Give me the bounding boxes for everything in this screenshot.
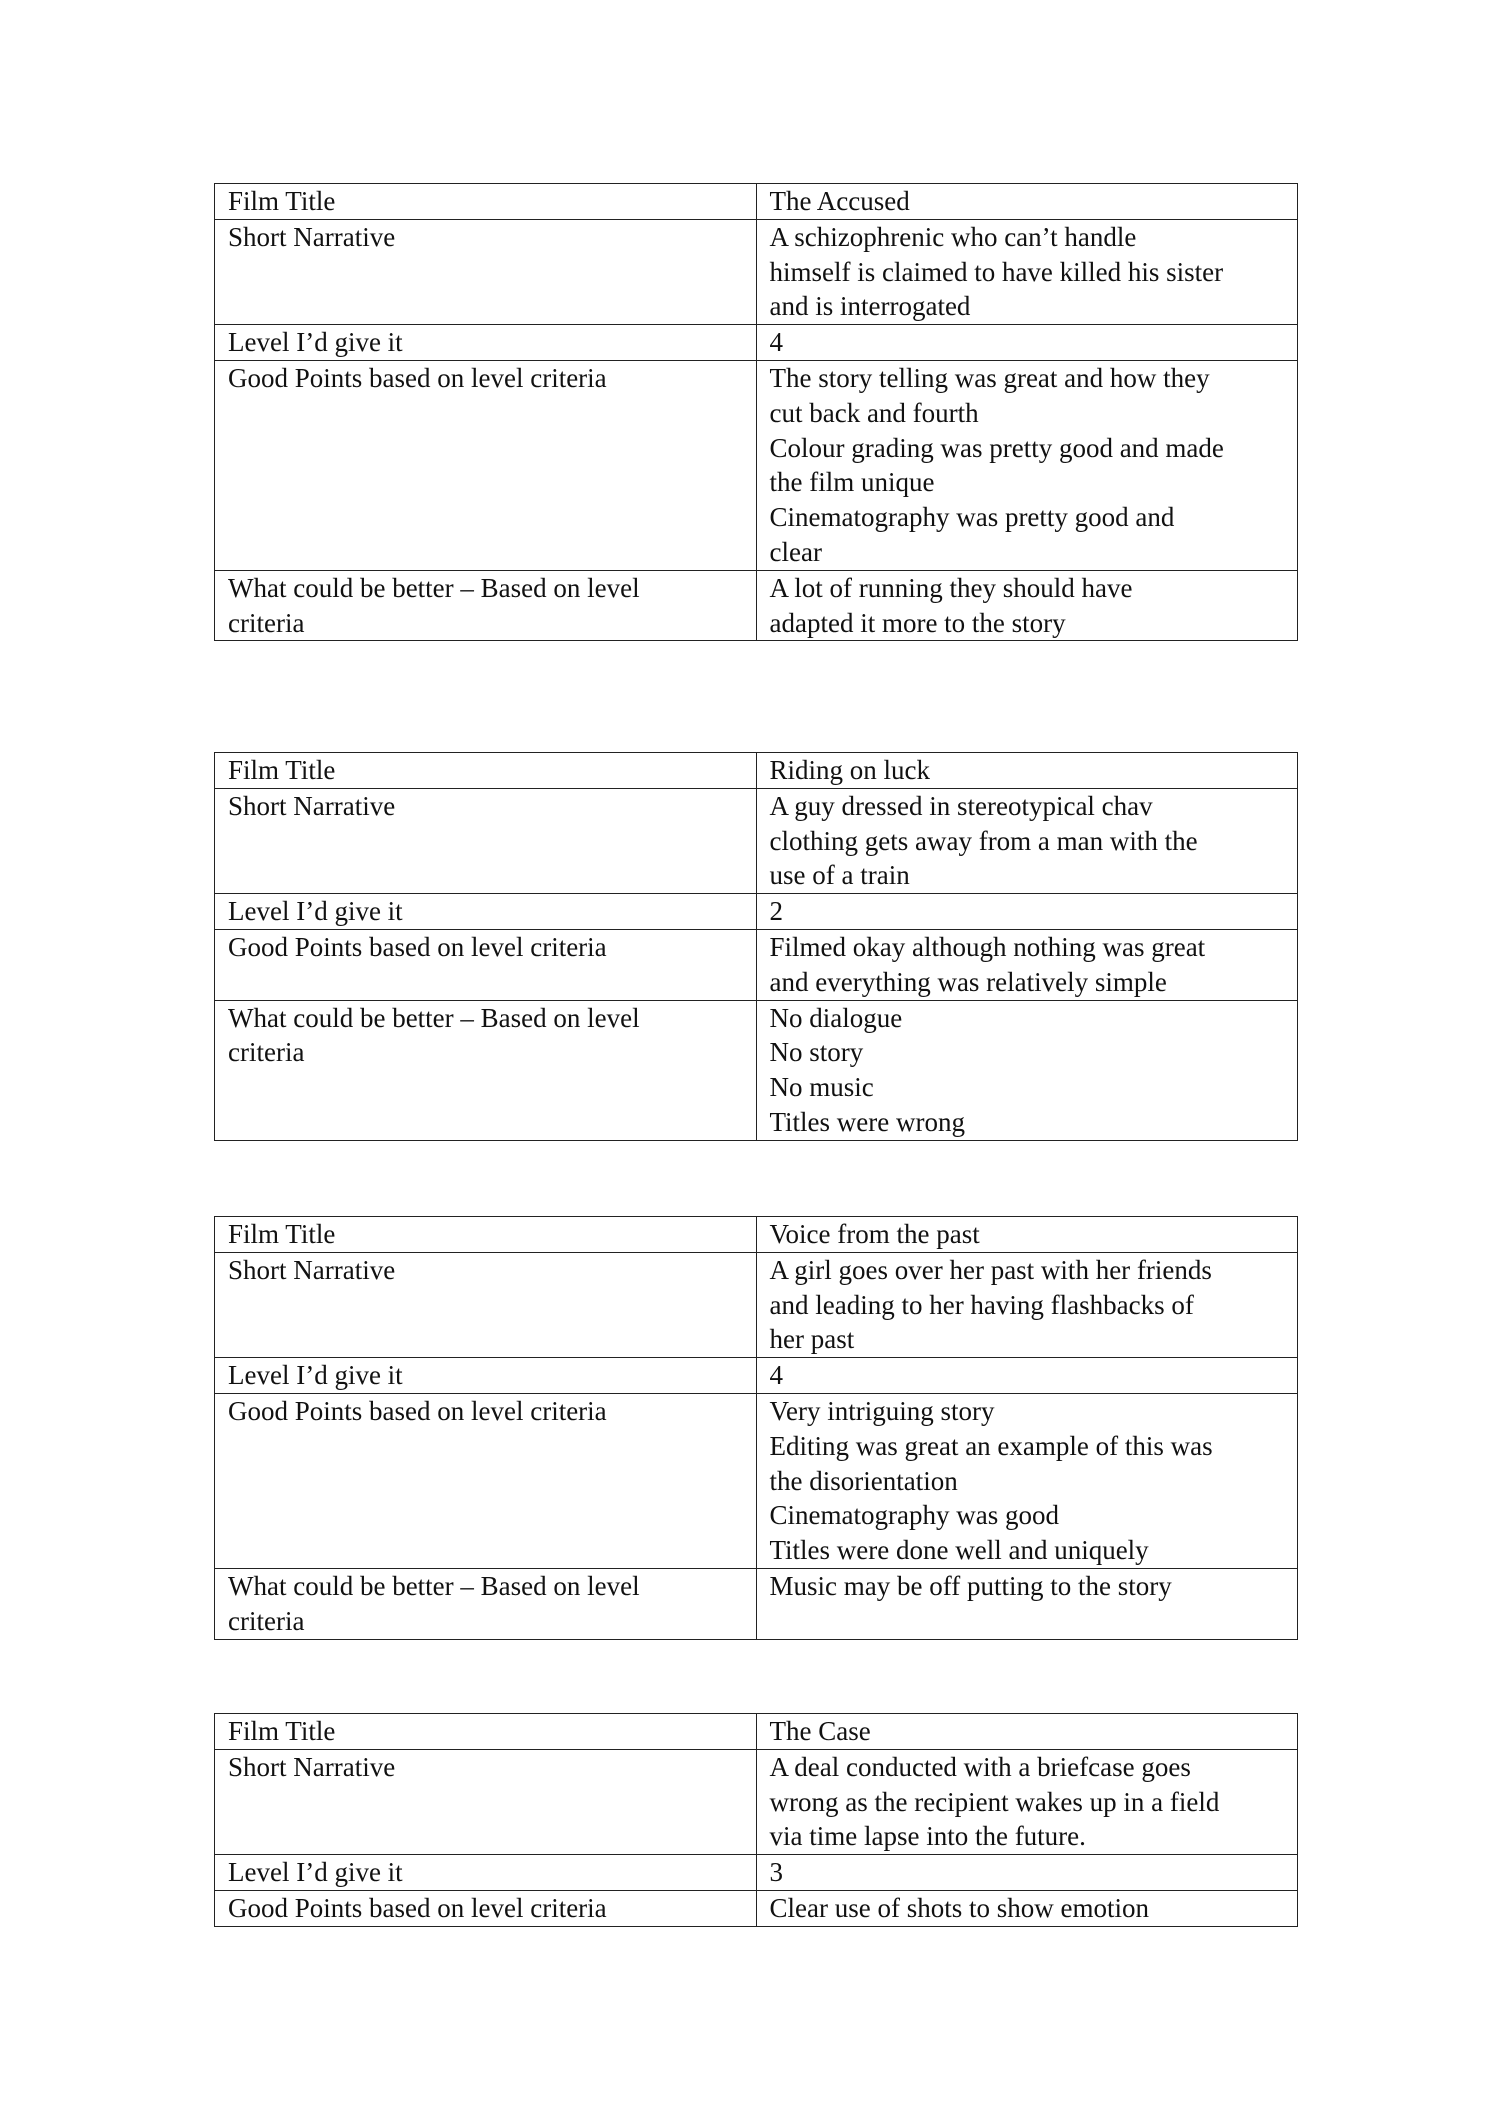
row-label	[215, 753, 757, 789]
cell-line: criteria	[228, 1605, 305, 1636]
cell-line: 4	[769, 1360, 783, 1391]
cell-line: What could be better – Based on level	[228, 1002, 640, 1033]
improvements-row	[215, 1000, 1298, 1140]
cell-line: The Accused	[769, 186, 910, 216]
cell-line: and leading to her having flashbacks of	[769, 1289, 1194, 1320]
good-points-row	[215, 929, 1298, 1000]
film-review-table	[214, 1713, 1298, 1927]
row-value	[756, 1358, 1298, 1394]
cell-line: Level I’d give it	[228, 327, 403, 358]
cell-line: Filmed okay although nothing was great	[769, 931, 1206, 962]
narrative-row	[215, 1749, 1298, 1854]
cell-line: Good Points based on level criteria	[228, 931, 607, 962]
row-value	[756, 894, 1298, 930]
row-value	[756, 1855, 1298, 1891]
row-value	[756, 184, 1298, 220]
cell-line: Short Narrative	[228, 221, 396, 252]
row-label	[215, 219, 757, 324]
cell-line: A girl goes over her past with her friends	[769, 1254, 1212, 1285]
row-label	[215, 570, 757, 641]
film-review-table	[214, 1216, 1298, 1640]
cell-line: criteria	[228, 1037, 305, 1068]
row-value	[756, 570, 1298, 641]
row-label	[215, 1217, 757, 1253]
film-review-table	[214, 183, 1298, 641]
row-value	[756, 219, 1298, 324]
cell-line: Short Narrative	[228, 1254, 396, 1285]
cell-line: himself is claimed to have killed his sister	[769, 256, 1224, 287]
cell-line: Very intriguing story	[769, 1395, 995, 1426]
row-label	[215, 325, 757, 361]
row-label	[215, 1358, 757, 1394]
cell-line: Good Points based on level criteria	[228, 362, 607, 393]
cell-line: Film Title	[228, 1716, 336, 1746]
row-label	[215, 1855, 757, 1891]
cell-line: Titles were wrong	[769, 1106, 965, 1137]
cell-line: clear	[769, 536, 822, 567]
cell-line: What could be better – Based on level	[228, 572, 640, 603]
title-row	[215, 184, 1298, 220]
narrative-row	[215, 1252, 1298, 1357]
row-label	[215, 1714, 757, 1750]
row-label	[215, 894, 757, 930]
cell-line: A schizophrenic who can’t handle	[769, 221, 1137, 252]
improvements-row	[215, 1568, 1298, 1639]
film-review-table	[214, 752, 1298, 1141]
row-label	[215, 1393, 757, 1568]
cell-line: wrong as the recipient wakes up in a field	[769, 1786, 1220, 1817]
level-row	[215, 1855, 1298, 1891]
cell-line: Colour grading was pretty good and made	[769, 432, 1224, 463]
cell-line: the film unique	[769, 467, 935, 498]
row-value	[756, 1000, 1298, 1140]
cell-line: Clear use of shots to show emotion	[769, 1892, 1149, 1923]
cell-line: Short Narrative	[228, 790, 396, 821]
cell-line: The story telling was great and how they	[769, 362, 1210, 393]
row-label	[215, 1890, 757, 1926]
row-value	[756, 1714, 1298, 1750]
cell-line: via time lapse into the future.	[769, 1821, 1086, 1852]
cell-line: Level I’d give it	[228, 896, 403, 927]
cell-line: Cinematography was good	[769, 1500, 1059, 1531]
cell-line: Film Title	[228, 1219, 336, 1249]
narrative-row	[215, 788, 1298, 893]
cell-line: Music may be off putting to the story	[769, 1570, 1172, 1601]
cell-line: the disorientation	[769, 1465, 958, 1496]
cell-line: criteria	[228, 607, 305, 638]
cell-line: Level I’d give it	[228, 1360, 403, 1391]
cell-line: Riding on luck	[769, 755, 930, 785]
row-label	[215, 788, 757, 893]
good-points-row	[215, 1393, 1298, 1568]
row-label	[215, 929, 757, 1000]
cell-line: use of a train	[769, 860, 910, 891]
cell-line: No dialogue	[769, 1002, 903, 1033]
cell-line: 3	[769, 1857, 783, 1888]
cell-line: Good Points based on level criteria	[228, 1395, 607, 1426]
cell-line: and everything was relatively simple	[769, 966, 1167, 997]
cell-line: her past	[769, 1324, 855, 1355]
cell-line: and is interrogated	[769, 291, 971, 322]
cell-line: Film Title	[228, 755, 336, 785]
improvements-row	[215, 570, 1298, 641]
cell-line: Film Title	[228, 186, 336, 216]
cell-line: adapted it more to the story	[769, 607, 1066, 638]
cell-line: Titles were done well and uniquely	[769, 1535, 1149, 1566]
row-value	[756, 1393, 1298, 1568]
row-label	[215, 1749, 757, 1854]
cell-line: A guy dressed in stereotypical chav	[769, 790, 1153, 821]
title-row	[215, 1217, 1298, 1253]
row-label	[215, 1568, 757, 1639]
level-row	[215, 1358, 1298, 1394]
cell-line: Short Narrative	[228, 1751, 396, 1782]
row-value	[756, 1217, 1298, 1253]
title-row	[215, 1714, 1298, 1750]
good-points-row	[215, 1890, 1298, 1926]
cell-line: Voice from the past	[769, 1219, 980, 1249]
level-row	[215, 894, 1298, 930]
row-value	[756, 1890, 1298, 1926]
title-row	[215, 753, 1298, 789]
row-value	[756, 929, 1298, 1000]
cell-line: Level I’d give it	[228, 1857, 403, 1888]
good-points-row	[215, 360, 1298, 570]
cell-line: No story	[769, 1037, 864, 1068]
cell-line: 4	[769, 327, 783, 358]
row-value	[756, 1568, 1298, 1639]
narrative-row	[215, 219, 1298, 324]
row-label	[215, 1252, 757, 1357]
level-row	[215, 325, 1298, 361]
row-value	[756, 1252, 1298, 1357]
row-label	[215, 1000, 757, 1140]
row-value	[756, 788, 1298, 893]
cell-line: What could be better – Based on level	[228, 1570, 640, 1601]
cell-line: A deal conducted with a briefcase goes	[769, 1751, 1191, 1782]
cell-line: No music	[769, 1072, 874, 1103]
row-value	[756, 325, 1298, 361]
row-label	[215, 184, 757, 220]
cell-line: A lot of running they should have	[769, 572, 1133, 603]
cell-line: 2	[769, 896, 783, 927]
cell-line: The Case	[769, 1716, 871, 1746]
cell-line: Good Points based on level criteria	[228, 1892, 607, 1923]
cell-line: clothing gets away from a man with the	[769, 825, 1198, 856]
row-value	[756, 753, 1298, 789]
row-value	[756, 360, 1298, 570]
cell-line: Editing was great an example of this was	[769, 1430, 1213, 1461]
row-label	[215, 360, 757, 570]
row-value	[756, 1749, 1298, 1854]
cell-line: Cinematography was pretty good and	[769, 502, 1175, 533]
cell-line: cut back and fourth	[769, 397, 979, 428]
